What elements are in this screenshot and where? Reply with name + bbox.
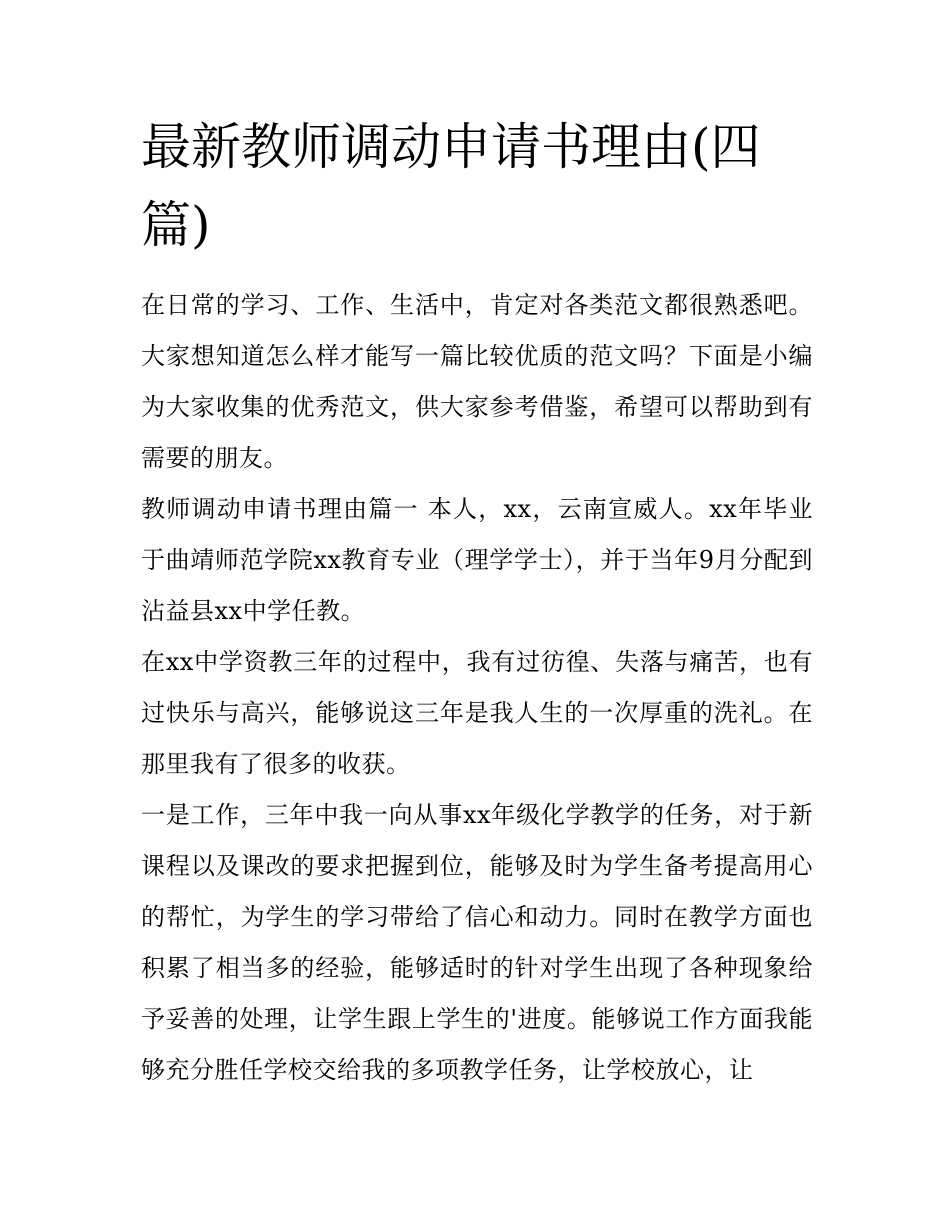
paragraph-1: 教师调动申请书理由篇一 本人，xx，云南宣威人。xx年毕业于曲靖师范学院xx教育专业（理学学士），并于当年9月分配到沾益县xx中学任教。 — [141, 495, 813, 625]
paragraph-2: 在xx中学资教三年的过程中，我有过彷徨、失落与痛苦，也有过快乐与高兴，能够说这三年是我人生的一次厚重的洗礼。在那里我有了很多的收获。 — [141, 648, 813, 778]
document-body — [141, 280, 813, 1096]
paragraph-3: 一是工作，三年中我一向从事xx年级化学教学的任务，对于新课程以及课改的要求把握到位，能够及时为学生备考提高用心的帮忙，为学生的学习带给了信心和动力。同时在教学方面也积累了相当多的经验，能够适时的针对学生出现了各种现象给予妥善的处理，让学生跟上学生的'进度。能够说工作方面我能够充分胜任学校交给我的多项教学任务，让学校放心，让 — [141, 801, 813, 1084]
document-title: 最新教师调动申请书理由(四篇) — [141, 118, 761, 254]
document-page — [141, 108, 813, 1096]
paragraph-intro: 在日常的学习、工作、生活中，肯定对各类范文都很熟悉吧。大家想知道怎么样才能写一篇比较优质的范文吗？下面是小编为大家收集的优秀范文，供大家参考借鉴，希望可以帮助到有需要的朋友。 — [141, 291, 813, 472]
